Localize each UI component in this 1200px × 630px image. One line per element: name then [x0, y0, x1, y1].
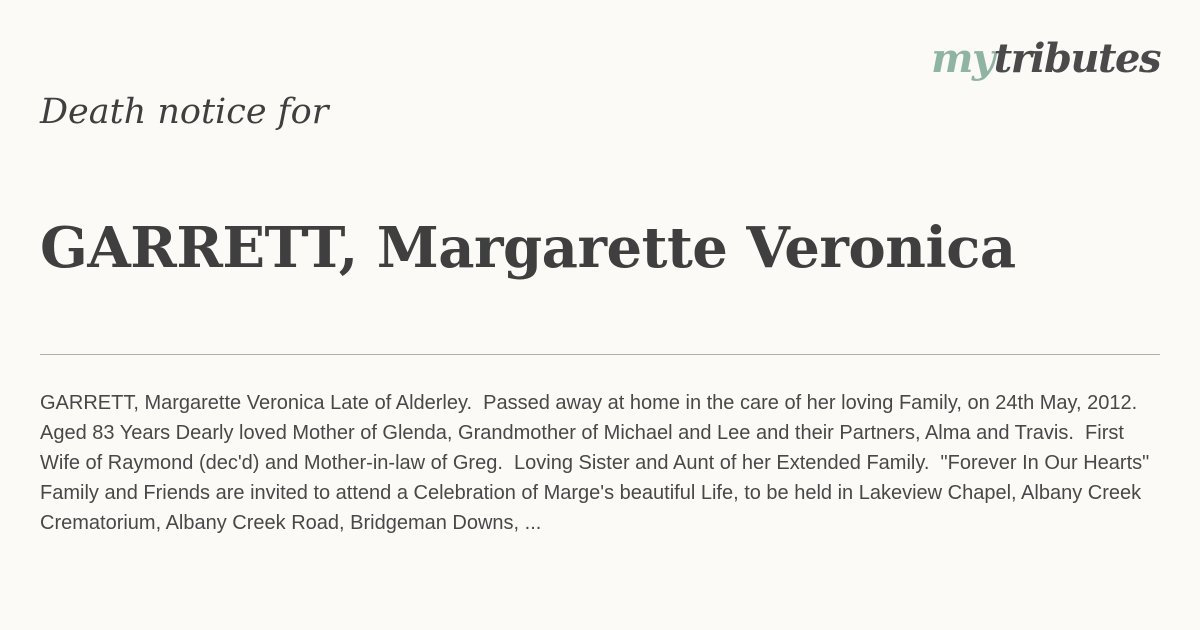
death-notice-kicker: Death notice for [40, 92, 329, 132]
logo-my-text: my [931, 35, 994, 82]
logo-tributes-text: tributes [993, 35, 1160, 82]
notice-text: GARRETT, Margarette Veronica Late of Alderley. Passed away at home in the care of her loving Family, on 24th May, 2012. Aged 83 Years Dearly loved Mother of Glenda, Grandmother of Michael and Lee and their Partners, Alma and Travis. First Wife of Raymond (dec'd) and Mother-in-law of Greg. Loving Sister and Aunt of her Extended Family. "Forever In Our Hearts" Family and Friends are invited to attend a Celebration of Marge's beautiful Life, to be held in Lakeview Chapel, Albany Creek Crematorium, Albany Creek Road, Bridgeman Downs, ... [40, 392, 1155, 534]
mytributes-logo[interactable] [931, 34, 1160, 84]
deceased-name-heading: GARRETT, Margarette Veronica [40, 215, 1016, 281]
section-divider [40, 354, 1160, 355]
